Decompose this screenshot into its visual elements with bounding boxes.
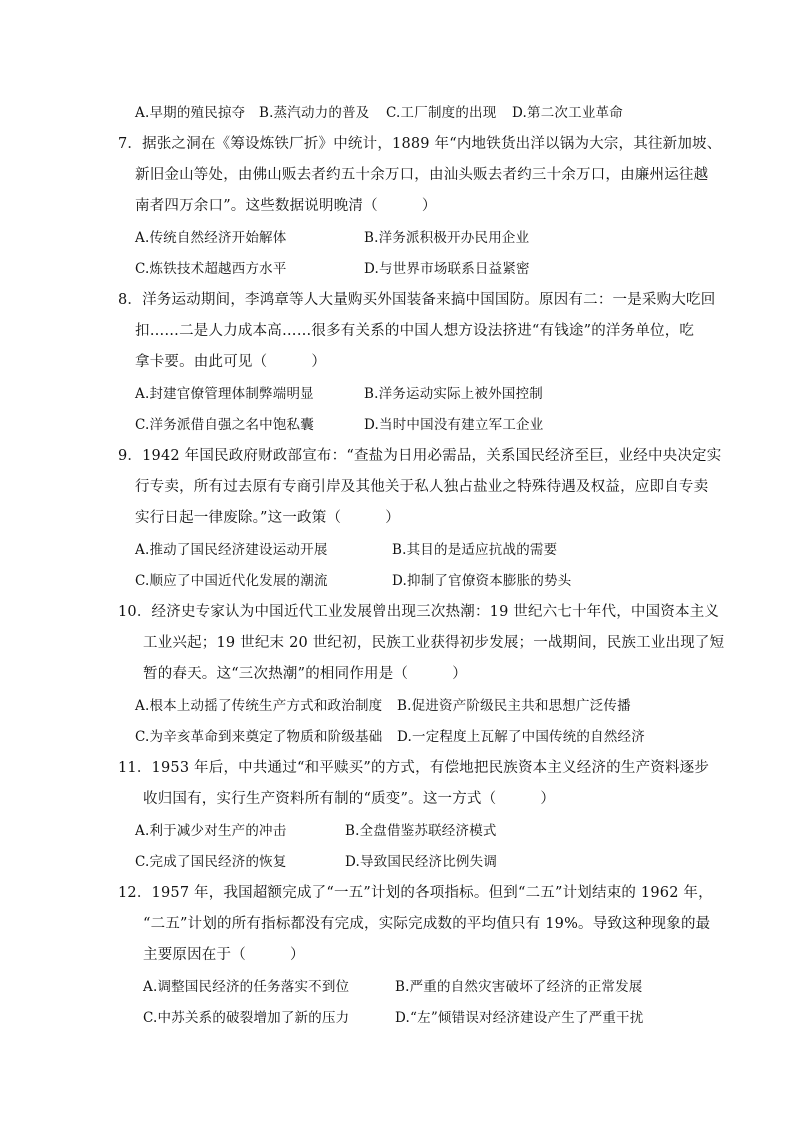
question-9-option-b: B.其目的是适应抗战的需要 — [392, 542, 558, 558]
question-9-option-c: C.顺应了中国近代化发展的潮流 — [135, 573, 328, 589]
question-10-stem-line-1: 10．经济史专家认为中国近代工业发展曾出现三次热潮：19 世纪六七十年代，中国资本主义 — [118, 604, 720, 620]
question-8-option-c: C.洋务派借自强之名中饱私囊 — [135, 417, 314, 433]
question-8-stem-line-3: 拿卡要。由此可见（ ） — [135, 354, 327, 370]
question-9-stem-line-2: 行专卖，所有过去原有专商引岸及其他关于私人独占盐业之特殊待遇及权益，应即自专卖 — [135, 479, 709, 495]
question-11-option-a: A.利于减少对生产的冲击 — [135, 823, 287, 839]
question-11-stem-line-1: 11．1953 年后，中共通过“和平赎买”的方式，有偿地把民族资本主义经济的生产资料逐步 — [118, 760, 710, 776]
q6-option-a: A.早期的殖民掠夺 — [135, 105, 246, 121]
question-11-option-b: B.全盘借鉴苏联经济模式 — [345, 823, 497, 839]
question-10-option-c: C.为辛亥革命到来奠定了物质和阶级基础 — [135, 729, 383, 745]
question-7-option-b: B.洋务派积极开办民用企业 — [364, 230, 530, 246]
question-12-option-c: C.中苏关系的破裂增加了新的压力 — [143, 1010, 350, 1026]
question-11-option-d: D.导致国民经济比例失调 — [345, 854, 498, 870]
question-7-option-c: C.炼铁技术超越西方水平 — [135, 261, 287, 277]
question-9-stem-line-3: 实行日起一律废除。”这一政策（ ） — [135, 510, 400, 526]
question-11-option-c: C.完成了国民经济的恢复 — [135, 854, 287, 870]
question-8-stem-line-1: 8．洋务运动期间，李鸿章等人大量购买外国装备来搞中国国防。原因有二：一是采购大吃回 — [118, 292, 716, 308]
question-12-option-d: D.“左”倾错误对经济建设产生了严重干扰 — [395, 1010, 644, 1026]
question-8-option-a: A.封建官僚管理体制弊端明显 — [135, 386, 314, 402]
question-8-stem-line-2: 扣……二是人力成本高……很多有关系的中国人想方设法挤进“有钱途”的洋务单位，吃 — [135, 323, 695, 339]
question-7-option-a: A.传统自然经济开始解体 — [135, 230, 287, 246]
question-10-option-d: D.一定程度上瓦解了中国传统的自然经济 — [397, 729, 645, 745]
question-7-stem-line-1: 7．据张之洞在《筹设炼铁厂折》中统计，1889 年“内地铁货出洋以锅为大宗，其往新加坡、 — [118, 136, 722, 152]
question-10-option-b: B.促进资产阶级民主共和思想广泛传播 — [397, 698, 631, 714]
q6-option-c: C.工厂制度的出现 — [386, 105, 497, 121]
question-12-stem-line-2: “二五”计划的所有指标都没有完成，实际完成数的平均值只有 19%。导致这种现象的最 — [143, 916, 711, 932]
q6-option-d: D.第二次工业革命 — [512, 105, 623, 121]
question-8-option-d: D.当时中国没有建立军工企业 — [364, 417, 544, 433]
question-10-stem-line-2: 工业兴起；19 世纪末 20 世纪初，民族工业获得初步发展；一战期间，民族工业出现了短 — [143, 635, 725, 651]
question-12-option-b: B.严重的自然灾害破坏了经济的正常发展 — [395, 979, 643, 995]
q6-option-b: B.蒸汽动力的普及 — [259, 105, 370, 121]
question-12-stem-line-1: 12．1957 年，我国超额完成了“一五”计划的各项指标。但到“二五”计划结束的 1962 年， — [118, 885, 713, 901]
question-9-option-a: A.推动了国民经济建设运动开展 — [135, 542, 328, 558]
question-7-option-d: D.与世界市场联系日益紧密 — [364, 261, 530, 277]
question-9-option-d: D.抑制了官僚资本膨胀的势头 — [392, 573, 572, 589]
question-9-stem-line-1: 9．1942 年国民政府财政部宣布：“查盐为日用必需品，关系国民经济至巨，业经中央决定实 — [118, 448, 722, 464]
question-12-stem-line-3: 主要原因在于（ ） — [143, 947, 305, 963]
question-12-option-a: A.调整国民经济的任务落实不到位 — [143, 979, 350, 995]
question-10-option-a: A.根本上动摇了传统生产方式和政治制度 — [135, 698, 383, 714]
question-7-stem-line-2: 新旧金山等处，由佛山贩去者约五十余万口，由汕头贩去者约三十余万口，由廉州运往越 — [135, 167, 709, 183]
question-7-stem-line-3: 南者四万余口”。这些数据说明晚清（ ） — [135, 198, 437, 214]
question-8-option-b: B.洋务运动实际上被外国控制 — [364, 386, 544, 402]
question-10-stem-line-3: 暂的春天。这“三次热潮”的相同作用是（ ） — [143, 666, 467, 682]
question-11-stem-line-2: 收归国有，实行生产资料所有制的“质变”。这一方式（ ） — [143, 791, 556, 807]
